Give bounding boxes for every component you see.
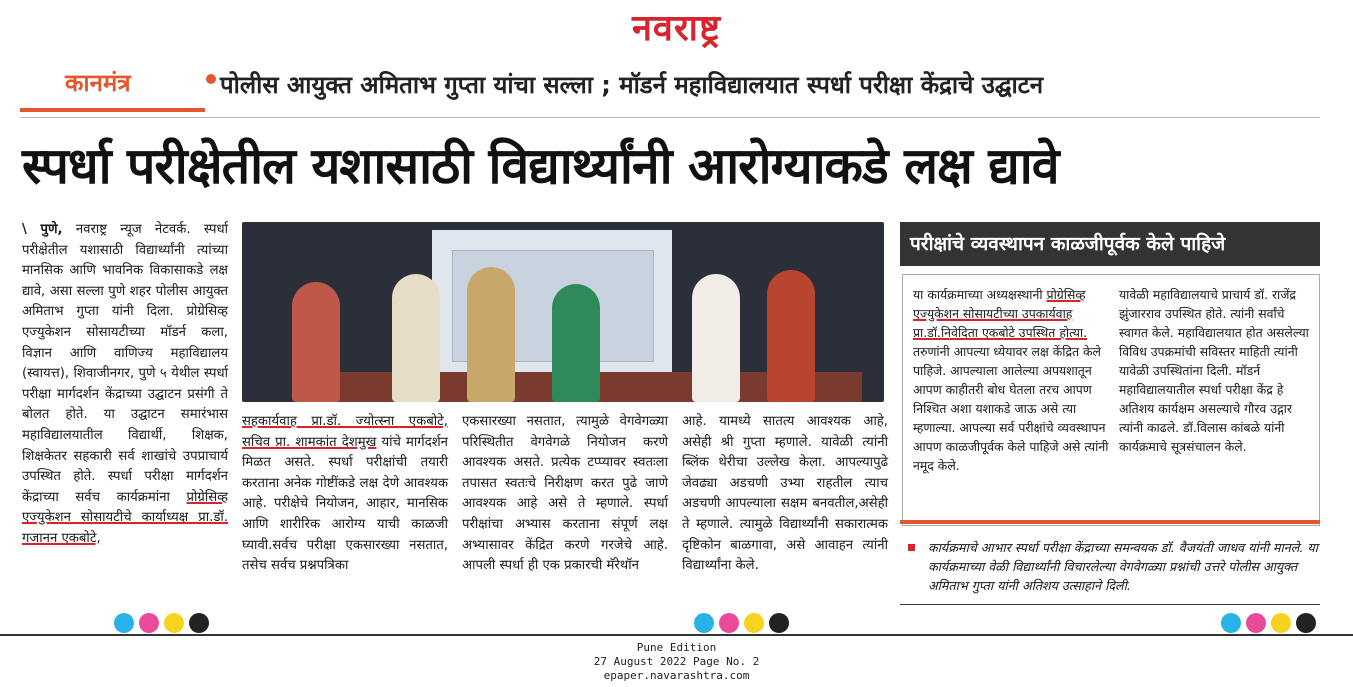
- article-text: यांचे मार्गदर्शन मिळत असते. स्पर्धा परीक्षांची तयारी करताना अनेक गोष्टींकडे लक्ष देणे आवश्यक आहे. परीक्षेचे नियोजन, आहार, मानसिक आणि शारीरिक आरोग्य याची काळजी घ्यावी.सर्वच परीक्षा एकसारख्या नसतात, तसेच सर्वच प्रश्नपत्रिका: [242, 434, 448, 574]
- bullet-icon: [206, 74, 216, 84]
- yellow-dot-icon: [1271, 613, 1291, 633]
- event-photo: [242, 222, 884, 402]
- page-divider: [0, 634, 1353, 636]
- person-figure: [767, 270, 815, 402]
- news-source: नवराष्ट्र न्यूज नेटवर्क.: [62, 222, 191, 237]
- underlined-name: सचिव प्रा. शामकांत देशमुख: [242, 434, 377, 450]
- person-figure: [392, 274, 440, 402]
- kicker-row: [20, 66, 1320, 112]
- masthead-logo: नवराष्ट्र: [631, 8, 722, 49]
- person-figure: [692, 274, 740, 402]
- article-column-4: आहे. यामध्ये सातत्य आवश्यक आहे, असेही श्री गुप्ता म्हणाले. यावेळी त्यांनी ब्लिंक थेरीचा उल्लेख केला. आपल्यापुढे जेवढ्या अडचणी उभ्या राहतील त्याच अडचणी आपल्याला सक्षम बनवतील,असेही ते म्हणाले. त्यामुळे विद्यार्थ्यांनी सकारात्मक दृष्टिकोन बाळगावा, असे आवाहन त्यांनी विद्यार्थ्यांना केले.: [682, 414, 888, 574]
- cyan-dot-icon: [694, 613, 714, 633]
- color-registration-marks: [114, 613, 214, 635]
- magenta-dot-icon: [719, 613, 739, 633]
- sidebar-text: या कार्यक्रमाच्या अध्यक्षस्थानी: [913, 287, 1047, 302]
- magenta-dot-icon: [139, 613, 159, 633]
- subheadline: पोलीस आयुक्त अमिताभ गुप्ता यांचा सल्ला ; मॉडर्न महाविद्यालयात स्पर्धा परीक्षा केंद्राचे उद्घाटन: [220, 71, 1044, 99]
- sidebar-title: परीक्षांचे व्यवस्थापन काळजीपूर्वक केले पाहिजे: [900, 222, 1320, 266]
- sidebar-accent-bar: [900, 520, 1320, 524]
- black-dot-icon: [1296, 613, 1316, 633]
- cyan-dot-icon: [1221, 613, 1241, 633]
- article-column-3: एकसारख्या नसतात, त्यामुळे वेगवेगळ्या परिस्थितीत वेगवेगळे नियोजन करणे आवश्यक असते. प्रत्येक टप्प्यावर स्वतःला तपासत स्वतःचे निरीक्षण करत पुढे जाणे आवश्यक आहे असे ते म्हणाले. स्पर्धा परीक्षांचा अभ्यास करताना संपूर्ण लक्ष अभ्यासावर केंद्रित करणे गरजेचे आहे. आपली स्पर्धा ही एक प्रकारची मॅरेथॉन: [462, 414, 668, 574]
- underlined-name: सहकार्यवाह प्रा.डॉ. ज्योत्स्ना एकबोटे,: [242, 414, 448, 429]
- edition-footer: [0, 641, 1353, 683]
- site-link[interactable]: epaper.navarashtra.com: [603, 669, 750, 682]
- headline: स्पर्धा परीक्षेतील यशासाठी विद्यार्थ्यांनी आरोग्याकडे लक्ष द्यावे: [22, 137, 1059, 195]
- date-page-label: 27 August 2022 Page No. 2: [593, 655, 760, 668]
- yellow-dot-icon: [744, 613, 764, 633]
- thanks-note: कार्यक्रमाचे आभार स्पर्धा परीक्षा केंद्राच्या समन्वयक डॉ. वैजयंती जाधव यांनी मानले. या कार्यक्रमाच्या वेळी विद्यार्थ्यांनी विचारलेल्या वेगवेगळ्या प्रश्नांची उत्तरे पोलीस आयुक्त अमिताभ गुप्ता यांनी अतिशय उत्साहाने दिली.: [928, 540, 1318, 593]
- sidebar-frame: [902, 274, 1320, 526]
- person-figure: [467, 267, 515, 402]
- color-registration-marks: [694, 613, 794, 635]
- black-dot-icon: [189, 613, 209, 633]
- article-column-2: [242, 412, 448, 577]
- person-figure: [292, 282, 340, 402]
- sidebar-box: [900, 222, 1320, 602]
- kicker-label: कानमंत्र: [65, 69, 131, 97]
- magenta-dot-icon: [1246, 613, 1266, 633]
- kicker-underline: [20, 108, 205, 112]
- color-registration-marks: [1221, 613, 1321, 635]
- underlined-name: प्रोग्रेसिव्ह एज्युकेशन सोसायटीचे कार्याध्यक्ष प्रा.डॉ. गजानन एकबोटे,: [22, 489, 228, 546]
- person-figure: [552, 284, 600, 402]
- sidebar-column-2: यावेळी महाविद्यालयाचे प्राचार्य डॉ. राजेंद्र झुंजारराव उपस्थित होते. त्यांनी सर्वांचे स्वागत केले. महाविद्यालयात होत असलेल्या विविध उपक्रमांची सविस्तर माहिती त्यांनी यावेळी उपस्थितांना दिली. मॉडर्न महाविद्यालयातील स्पर्धा परीक्षा केंद्र हे अतिशय कार्यक्षम असल्याचे गौरव उद्गार त्यांनी काढले. डॉ.विलास कांबळे यांनी कार्यक्रमाचे सूत्रसंचालन केले.: [1119, 287, 1309, 454]
- yellow-dot-icon: [164, 613, 184, 633]
- cyan-dot-icon: [114, 613, 134, 633]
- divider: [20, 117, 1320, 118]
- slash-icon: \: [22, 222, 41, 237]
- dateline: पुणे,: [40, 222, 63, 237]
- article-column-1: [22, 220, 228, 550]
- sidebar-text: तरुणांनी आपल्या ध्येयावर लक्ष केंद्रित केले पाहिजे. आपल्याला आलेल्या अपयशातून आपण काहीतरी बोध घेतला तरच आपण निश्चित अशा यशाकडे जाऊ असे त्या म्हणाल्या. आपल्या सर्व परीक्षांचे व्यवस्थापन आपण काळजीपूर्वक केले पाहिजे असे त्यांनी नमूद केले.: [913, 344, 1109, 473]
- article-text: स्पर्धा परीक्षेतील यशासाठी विद्यार्थ्यांनी त्यांच्या मानसिक आणि भावनिक विकासाकडे लक्ष द्यावे, असा सल्ला पुणे शहर पोलीस आयुक्त अमिताभ गुप्ता यांनी दिला. प्रोग्रेसिव्ह एज्युकेशन सोसायटीच्या मॉडर्न कला, विज्ञान आणि वाणिज्य महाविद्यालय (स्वायत्त), शिवाजीनगर, पुणे ५ येथील स्पर्धा परीक्षा मार्गदर्शन केंद्राच्या उद्घाटन प्रसंगी ते बोलत होते. या उद्घाटन समारंभास महाविद्यालयातील विद्यार्थी, शिक्षक, शिक्षकेतर सहकारी सर्व शाखांचे उपप्राचार्य उपस्थित होते. स्पर्धा परीक्षा मार्गदर्शन केंद्राच्या सर्वच कार्यक्रमांना: [22, 222, 228, 505]
- sidebar-column-1: [913, 285, 1109, 475]
- divider: [900, 604, 1320, 605]
- edition-label: Pune Edition: [636, 641, 717, 654]
- square-bullet-icon: [908, 544, 915, 551]
- underlined-name: प्रोग्रेसिव्ह एज्युकेशन सोसायटीच्या उपकार्यवाह प्रा.डॉ.निवेदिता एकबोटे उपस्थित होत्या.: [913, 287, 1088, 340]
- black-dot-icon: [769, 613, 789, 633]
